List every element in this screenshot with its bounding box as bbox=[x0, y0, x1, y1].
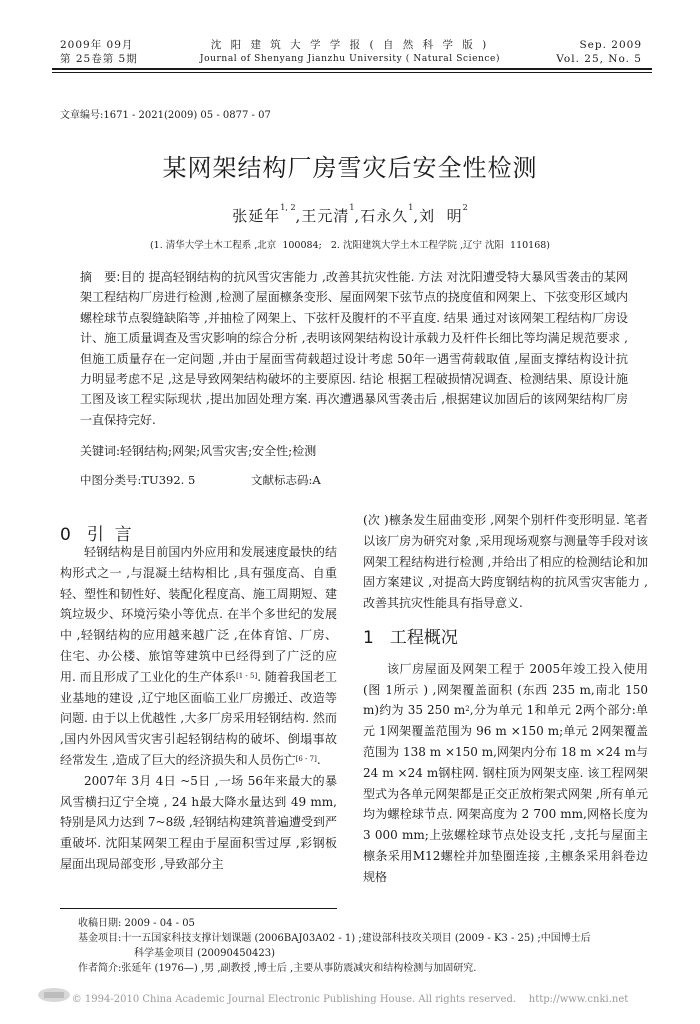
intro-continuation: (次 )檩条发生屈曲变形 ,网架个别杆件变形明显. 笔者以该厂房为研究对象 ,采用现场观察与测量等手段对该网架工程结构进行检测 ,并给出了相应的检测结论和加固方案建议 ,对提高大跨度钢结构的抗风雪灾害能力 ,改善其抗灾性能具有指导意义. bbox=[363, 513, 648, 611]
clc-label: 中图分类号: bbox=[80, 473, 142, 487]
footnotes bbox=[78, 916, 591, 976]
header-rule-thin bbox=[52, 72, 652, 73]
abstract bbox=[80, 267, 628, 430]
doc-code-value: A bbox=[312, 473, 321, 487]
author-name: 刘 明 bbox=[419, 207, 463, 225]
keywords-text: 轻钢结构;网架;风雪灾害;安全性;检测 bbox=[120, 444, 317, 458]
abstract-label: 摘 要: bbox=[80, 270, 121, 284]
right-column bbox=[363, 510, 648, 888]
article-number: 文章编号:1671 - 2021(2009) 05 - 0877 - 07 bbox=[60, 110, 271, 121]
section-number: 0 bbox=[60, 525, 71, 545]
journal-name-en: Journal of Shenyang Jianzhu University ( Natural Science) bbox=[199, 54, 501, 64]
citation: [1 - 5] bbox=[235, 671, 258, 680]
journal-volume-en: Vol. 25, No. 5 bbox=[556, 53, 642, 65]
journal-date-en bbox=[556, 38, 642, 66]
journal-name-cn: 沈 阳 建 筑 大 学 学 报 ( 自 然 科 学 版 ) bbox=[210, 39, 490, 51]
section-number: 1 bbox=[363, 627, 374, 648]
overview-text: ,分为单元 1和单元 2两个部分:单元 1网架覆盖范围为 96 m ×150 m;单元 2网架覆盖范围为 138 m ×150 m,网架内分布 18 m ×24 m与 24 m ×24 m钢柱网. 钢柱顶为网架支座. 该工程网架型式为各单元网架都是正交正放桁架式网架 ,所有单元均为螺栓球节点. 网架高度为 2 700 mm,网格长度为 3 000 mm;上弦螺栓球节点处设支托 ,支托与屋面主檩条采用M12螺栓并加垫圈连接 ,主檩条采用斜卷边规格 bbox=[363, 703, 648, 884]
received-date: 收稿日期: 2009 - 04 - 05 bbox=[78, 918, 195, 929]
paper-title: 某网架结构厂房雪灾后安全性检测 bbox=[162, 154, 538, 182]
author-affiliation: (1. 清华大学土木工程系 ,北京 100084; 2. 沈阳建筑大学土木工程学院 ,辽宁 沈阳 110168) bbox=[149, 240, 551, 251]
left-column bbox=[60, 542, 337, 875]
classification bbox=[80, 472, 321, 488]
section-title: 工程概况 bbox=[389, 627, 458, 648]
journal-date-en-line1: Sep. 2009 bbox=[579, 39, 642, 51]
fund-info-cont: 科学基金项目 (20090450423) bbox=[134, 948, 275, 959]
footnote-rule bbox=[60, 908, 337, 909]
section-title: 引 言 bbox=[86, 525, 132, 545]
intro-text: . 随着我国老工业基地的建设 ,辽宁地区面临工业厂房搬迁、改造等问题. 由于以上优越性 ,大多厂房采用轻钢结构. 然而 ,国内外因风雪灾害引起轻钢结构的破坏、倒塌事故经常发生 ,造成了巨大的经济损失和人员伤亡 bbox=[60, 669, 337, 767]
author-affil-sup: 1 bbox=[408, 203, 414, 212]
journal-date: 2009年 09月 bbox=[60, 39, 134, 51]
intro-paragraph-2: 2007年 3月 4日 ~5日 ,一场 56年来最大的暴风雪横扫辽宁全境 , 24 h最大降水量达到 49 mm,特别是风力达到 7~8级 ,轻钢结构建筑普遍遭受到严重破坏. 沈阳某网架工程由于屋面积雪过厚 ,彩钢板屋面出现局部变形 ,导致部分主 bbox=[60, 773, 337, 871]
author-affil-sup: 1, 2 bbox=[280, 203, 296, 212]
superscript: 2 bbox=[465, 705, 470, 714]
author-name: 张延年 bbox=[232, 207, 281, 225]
author-list: 张延年$^{1, 2}$,王元清$^1$,石永久$^1$,刘 明$^2$ bbox=[232, 203, 468, 225]
keywords bbox=[80, 442, 316, 459]
fund-info: 基金项目:十一五国家科技支撑计划课题 (2006BAJ03A02 - 1) ;建设部科技攻关项目 (2009 - K3 - 25) ;中国博士后 bbox=[78, 933, 591, 944]
overview-paragraph bbox=[363, 659, 648, 888]
abstract-text: 目的 提高轻钢结构的抗风雪灾害能力 ,改善其抗灾性能. 方法 对沈阳遭受特大暴风雪袭击的某网架工程结构厂房进行检测 ,检测了屋面檩条变形、屋面网架下弦节点的挠度值和网架上、下弦变形区域内螺栓球节点裂缝缺陷等 ,并抽检了网架上、下弦杆及腹杆的不平直度. 结果 通过对该网架工程结构厂房设计、施工质量调查及雪灾影响的综合分析 ,表明该网架结构设计承载力及杆件长细比等均满足规范要求 ,但施工质量存在一定问题 ,并由于屋面雪荷载超过设计考虑 50年一遇雪荷载取值 ,屋面支撑结构设计抗力明显考虑不足 ,这是导致网架结构破坏的主要原因. 结论 根据工程破损情况调查、检测结果、原设计施工图及该工程实际现状 ,提出加固处理方案. 再次遭遇暴风雪袭击后 ,根据建议加固后的该网架结构厂房一直保持完好. bbox=[80, 270, 629, 427]
author-affil-sup: 1 bbox=[349, 203, 355, 212]
intro-text: . bbox=[316, 752, 321, 767]
author-affil-sup: 2 bbox=[462, 203, 468, 212]
doc-code-label: 文献标志码: bbox=[250, 473, 313, 487]
overview-text: 该厂房屋面及网架工程于 2005年竣工投入使用 (图 1所示 ) ,网架覆盖面积 (东西 235 m,南北 150 m)约为 35 250 m bbox=[363, 661, 648, 718]
copyright-footer: © 1994-2010 China Academic Journal Electronic Publishing House. All rights reserved. http://www.cnki.net bbox=[71, 994, 629, 1005]
section-heading-overview bbox=[363, 628, 648, 649]
journal-volume: 第 25卷第 5期 bbox=[60, 53, 138, 65]
author-name: 石永久 bbox=[360, 207, 409, 225]
header-rule-thick bbox=[52, 68, 652, 70]
intro-paragraph-1 bbox=[60, 542, 337, 771]
keywords-label: 关键词: bbox=[80, 444, 121, 458]
citation: [6 - 7] bbox=[295, 754, 317, 763]
clc-value: TU392. 5 bbox=[141, 473, 196, 487]
author-name: 王元清 bbox=[301, 207, 350, 225]
intro-text: 轻钢结构是目前国内外应用和发展速度最快的结构形式之一 ,与混凝土结构相比 ,具有强度高、自重轻、塑性和韧性好、装配化程度高、施工周期短、建筑垃圾少、环境污染小等优点. 在半个多世纪的发展中 ,轻钢结构的应用越来越广泛 ,在体育馆、厂房、住宅、办公楼、旅馆等建筑中已经得到了广泛的应用. 而且形成了工业化的生产体系 bbox=[60, 545, 337, 684]
author-bio: 作者简介:张延年 (1976—) ,男 ,副教授 ,博士后 ,主要从事防震减灾和结构检测与加固研究. bbox=[78, 963, 477, 974]
